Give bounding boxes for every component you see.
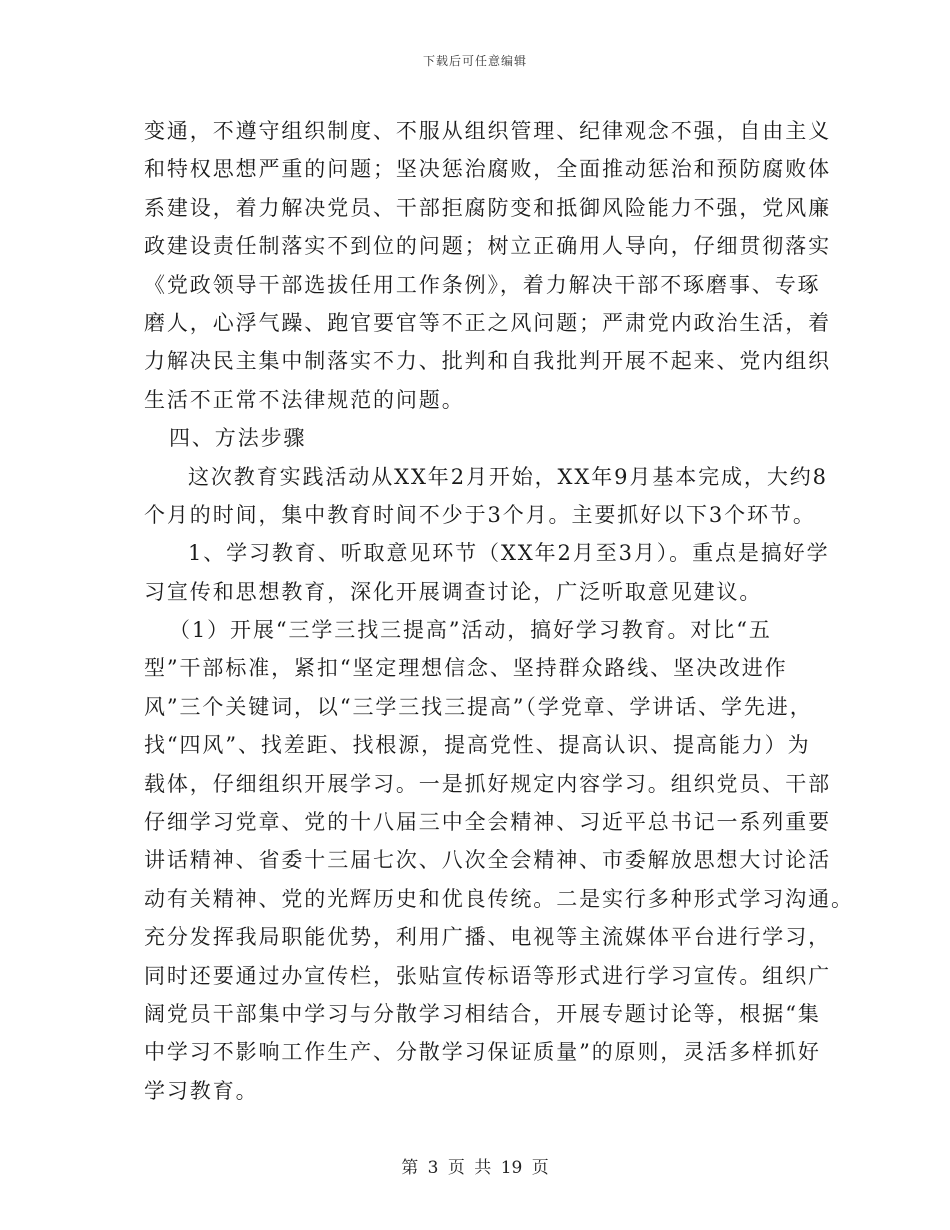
text-line: 讲话精神、省委十三届七次、八次全会精神、市委解放思想大讨论活 [144, 848, 831, 873]
text-line: 《党政领导干部选拔任用工作条例》，着力解决干部不琢磨事、专琢 [144, 272, 821, 297]
text-line: 充分发挥我局职能优势，利用广播、电视等主流媒体平台进行学习， [144, 925, 831, 950]
text-line: 政建设责任制落实不到位的问题；树立正确用人导向，仔细贯彻落实 [144, 234, 831, 259]
text-line: 中学习不影响工作生产、分散学习保证质量”的原则，灵活多样抓好 [144, 1040, 821, 1065]
text-line: 学习教育。 [144, 1078, 259, 1103]
text-line: 风”三个关键词，以“三学三找三提高”（学党章、学讲话、学先进， [144, 694, 813, 719]
page-footer: 第 3 页 共 19 页 [401, 1158, 549, 1178]
text-line: 力解决民主集中制落实不力、批判和自我批判开展不起来、党内组织 [144, 349, 831, 374]
text-line: 载体，仔细组织开展学习。一是抓好规定内容学习。组织党员、干部 [144, 771, 831, 796]
text-line: 系建设，着力解决党员、干部拒腐防变和抵御风险能力不强，党风廉 [144, 195, 831, 220]
text-line: （1）开展“三学三找三提高”活动，搞好学习教育。对比“五 [169, 618, 772, 643]
text-line: 动有关精神、党的光辉历史和优良传统。二是实行多种形式学习沟通。 [144, 886, 854, 911]
text-line: 生活不正常不法律规范的问题。 [144, 387, 465, 412]
text-line: 这次教育实践活动从XX年2月开始，XX年9月基本完成，大约8 [188, 464, 828, 489]
text-line: 同时还要通过办宣传栏，张贴宣传标语等形式进行学习宣传。组织广 [144, 963, 831, 988]
text-line: 阔党员干部集中学习与分散学习相结合，开展专题讨论等，根据“集 [144, 1001, 821, 1026]
text-line: 个月的时间，集中教育时间不少于3个月。主要抓好以下3个环节。 [144, 502, 816, 527]
text-line: 型”干部标准，紧扣“坚定理想信念、坚持群众路线、坚决改进作 [144, 656, 788, 681]
text-line: 磨人，心浮气躁、跑官要官等不正之风问题；严肃党内政治生活，着 [144, 310, 831, 335]
text-line: 仔细学习党章、党的十八届三中全会精神、习近平总书记一系列重要 [144, 810, 831, 835]
text-line: 和特权思想严重的问题；坚决惩治腐败，全面推动惩治和预防腐败体 [144, 157, 831, 182]
page-header: 下载后可任意编辑 [422, 54, 527, 68]
text-line: 1、学习教育、听取意见环节（XX年2月至3月）。重点是搞好学 [188, 541, 830, 566]
text-line: 四、方法步骤 [169, 426, 307, 451]
text-line: 习宣传和思想教育，深化开展调查讨论，广泛听取意见建议。 [144, 579, 763, 604]
text-line: 找“四风”、找差距、找根源，提高党性、提高认识、提高能力）为 [144, 733, 811, 758]
document-body [144, 112, 854, 1110]
text-line: 变通，不遵守组织制度、不服从组织管理、纪律观念不强，自由主义 [144, 119, 831, 143]
